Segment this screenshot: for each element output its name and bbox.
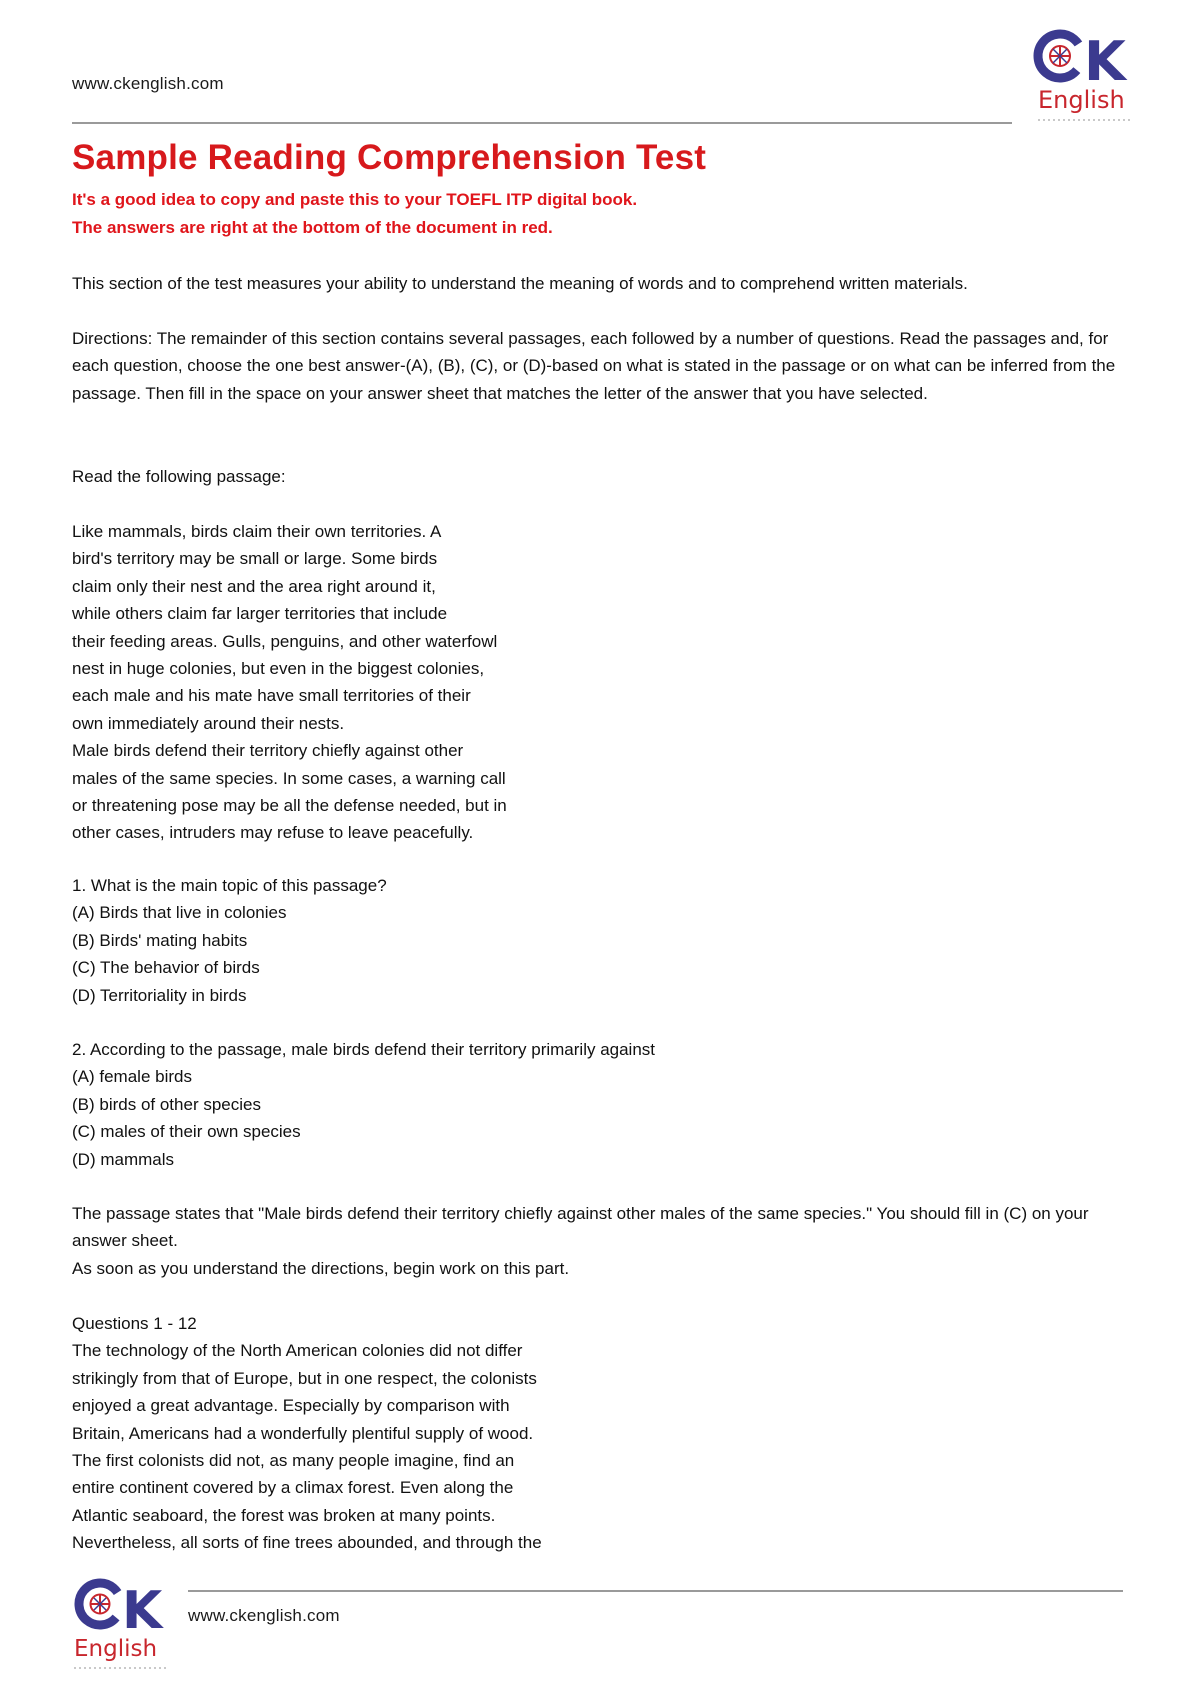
footer-divider	[188, 1590, 1123, 1592]
explanation-text: The passage states that "Male birds defend their territory chiefly against other males of the same species." You should fill in (C) on your answer sheet.	[72, 1204, 1089, 1251]
passage-line: claim only their nest and the area right around it,	[72, 576, 436, 596]
footer-ck-english-logo	[72, 1578, 178, 1678]
footer-logo-english-text: English	[74, 1636, 158, 1662]
answers-note: The answers are right at the bottom of the document in red.	[72, 218, 553, 237]
sample-passage	[72, 518, 1132, 847]
ck-logo-icon	[1030, 28, 1140, 132]
directions-paragraph: Directions: The remainder of this section contains several passages, each followed by a number of questions. Read the passages and, for each question, choose the one best answer-(A), (B), (C), or (D)-based on what is stated in the passage or on what can be inferred from the passage. Then fill in the space on your answer sheet that matches the letter of the answer that you have selected.	[72, 329, 1116, 403]
answer-option: (A) female birds	[72, 1067, 192, 1087]
footer-logo-k-letter: K	[122, 1581, 163, 1641]
passage-line: or threatening pose may be all the defense needed, but in	[72, 796, 507, 816]
read-prompt: Read the following passage:	[72, 467, 286, 486]
passage2-line: The technology of the North American colonies did not differ	[72, 1341, 523, 1361]
passage-line: other cases, intruders may refuse to leave peacefully.	[72, 823, 474, 843]
passage2-line: enjoyed a great advantage. Especially by comparison with	[72, 1396, 510, 1416]
answer-option: (C) males of their own species	[72, 1122, 301, 1142]
answer-option: (A) Birds that live in colonies	[72, 903, 287, 923]
questions-heading: Questions 1 - 12	[72, 1314, 197, 1333]
passage2-line: Britain, Americans had a wonderfully plentiful supply of wood.	[72, 1423, 534, 1443]
passage-line: own immediately around their nests.	[72, 713, 345, 733]
passage2-line: entire continent covered by a climax forest. Even along the	[72, 1478, 514, 1498]
passage2-line: Atlantic seaboard, the forest was broken at many points.	[72, 1505, 496, 1525]
passage-line: Male birds defend their territory chiefly against other	[72, 741, 464, 761]
answer-option: (C) The behavior of birds	[72, 958, 260, 978]
answer-option: (D) mammals	[72, 1149, 174, 1169]
copy-note: It's a good idea to copy and paste this to your TOEFL ITP digital book.	[72, 190, 638, 209]
answer-option: (D) Territoriality in birds	[72, 985, 247, 1005]
begin-note: As soon as you understand the directions, begin work on this part.	[72, 1258, 570, 1278]
header-divider	[72, 122, 1012, 124]
footer-ck-logo-icon	[72, 1578, 178, 1678]
answer-option: (B) Birds' mating habits	[72, 930, 248, 950]
question-prompt: 1. What is the main topic of this passage?	[72, 876, 387, 895]
question-1	[72, 872, 1132, 1009]
intro-paragraph: This section of the test measures your ability to understand the meaning of words and to comprehend written materials.	[72, 274, 968, 293]
header-url[interactable]: www.ckenglish.com	[72, 74, 224, 93]
explanation-block	[72, 1200, 1132, 1282]
passage-line: males of the same species. In some cases, a warning call	[72, 768, 506, 788]
passage-line: their feeding areas. Gulls, penguins, and other waterfowl	[72, 631, 498, 651]
question-prompt: 2. According to the passage, male birds defend their territory primarily against	[72, 1040, 656, 1059]
passage2-line: Nevertheless, all sorts of fine trees abounded, and through the	[72, 1533, 542, 1553]
passage-line: nest in huge colonies, but even in the biggest colonies,	[72, 659, 485, 679]
passage-line: Like mammals, birds claim their own territories. A	[72, 522, 442, 541]
logo-k-letter: K	[1084, 30, 1126, 93]
passage-line: each male and his mate have small territories of their	[72, 686, 471, 706]
questions-section	[72, 1310, 1132, 1557]
document-title: Sample Reading Comprehension Test	[72, 138, 707, 177]
ck-english-logo	[1030, 28, 1140, 132]
question-2	[72, 1036, 1132, 1173]
passage2-line: strikingly from that of Europe, but in one respect, the colonists	[72, 1368, 537, 1388]
logo-english-text: English	[1038, 86, 1125, 114]
answer-option: (B) birds of other species	[72, 1094, 261, 1114]
footer-url[interactable]: www.ckenglish.com	[188, 1606, 340, 1625]
passage-line: while others claim far larger territories that include	[72, 604, 448, 624]
passage2-line: The first colonists did not, as many people imagine, find an	[72, 1451, 515, 1471]
passage-line: bird's territory may be small or large. Some birds	[72, 549, 438, 569]
